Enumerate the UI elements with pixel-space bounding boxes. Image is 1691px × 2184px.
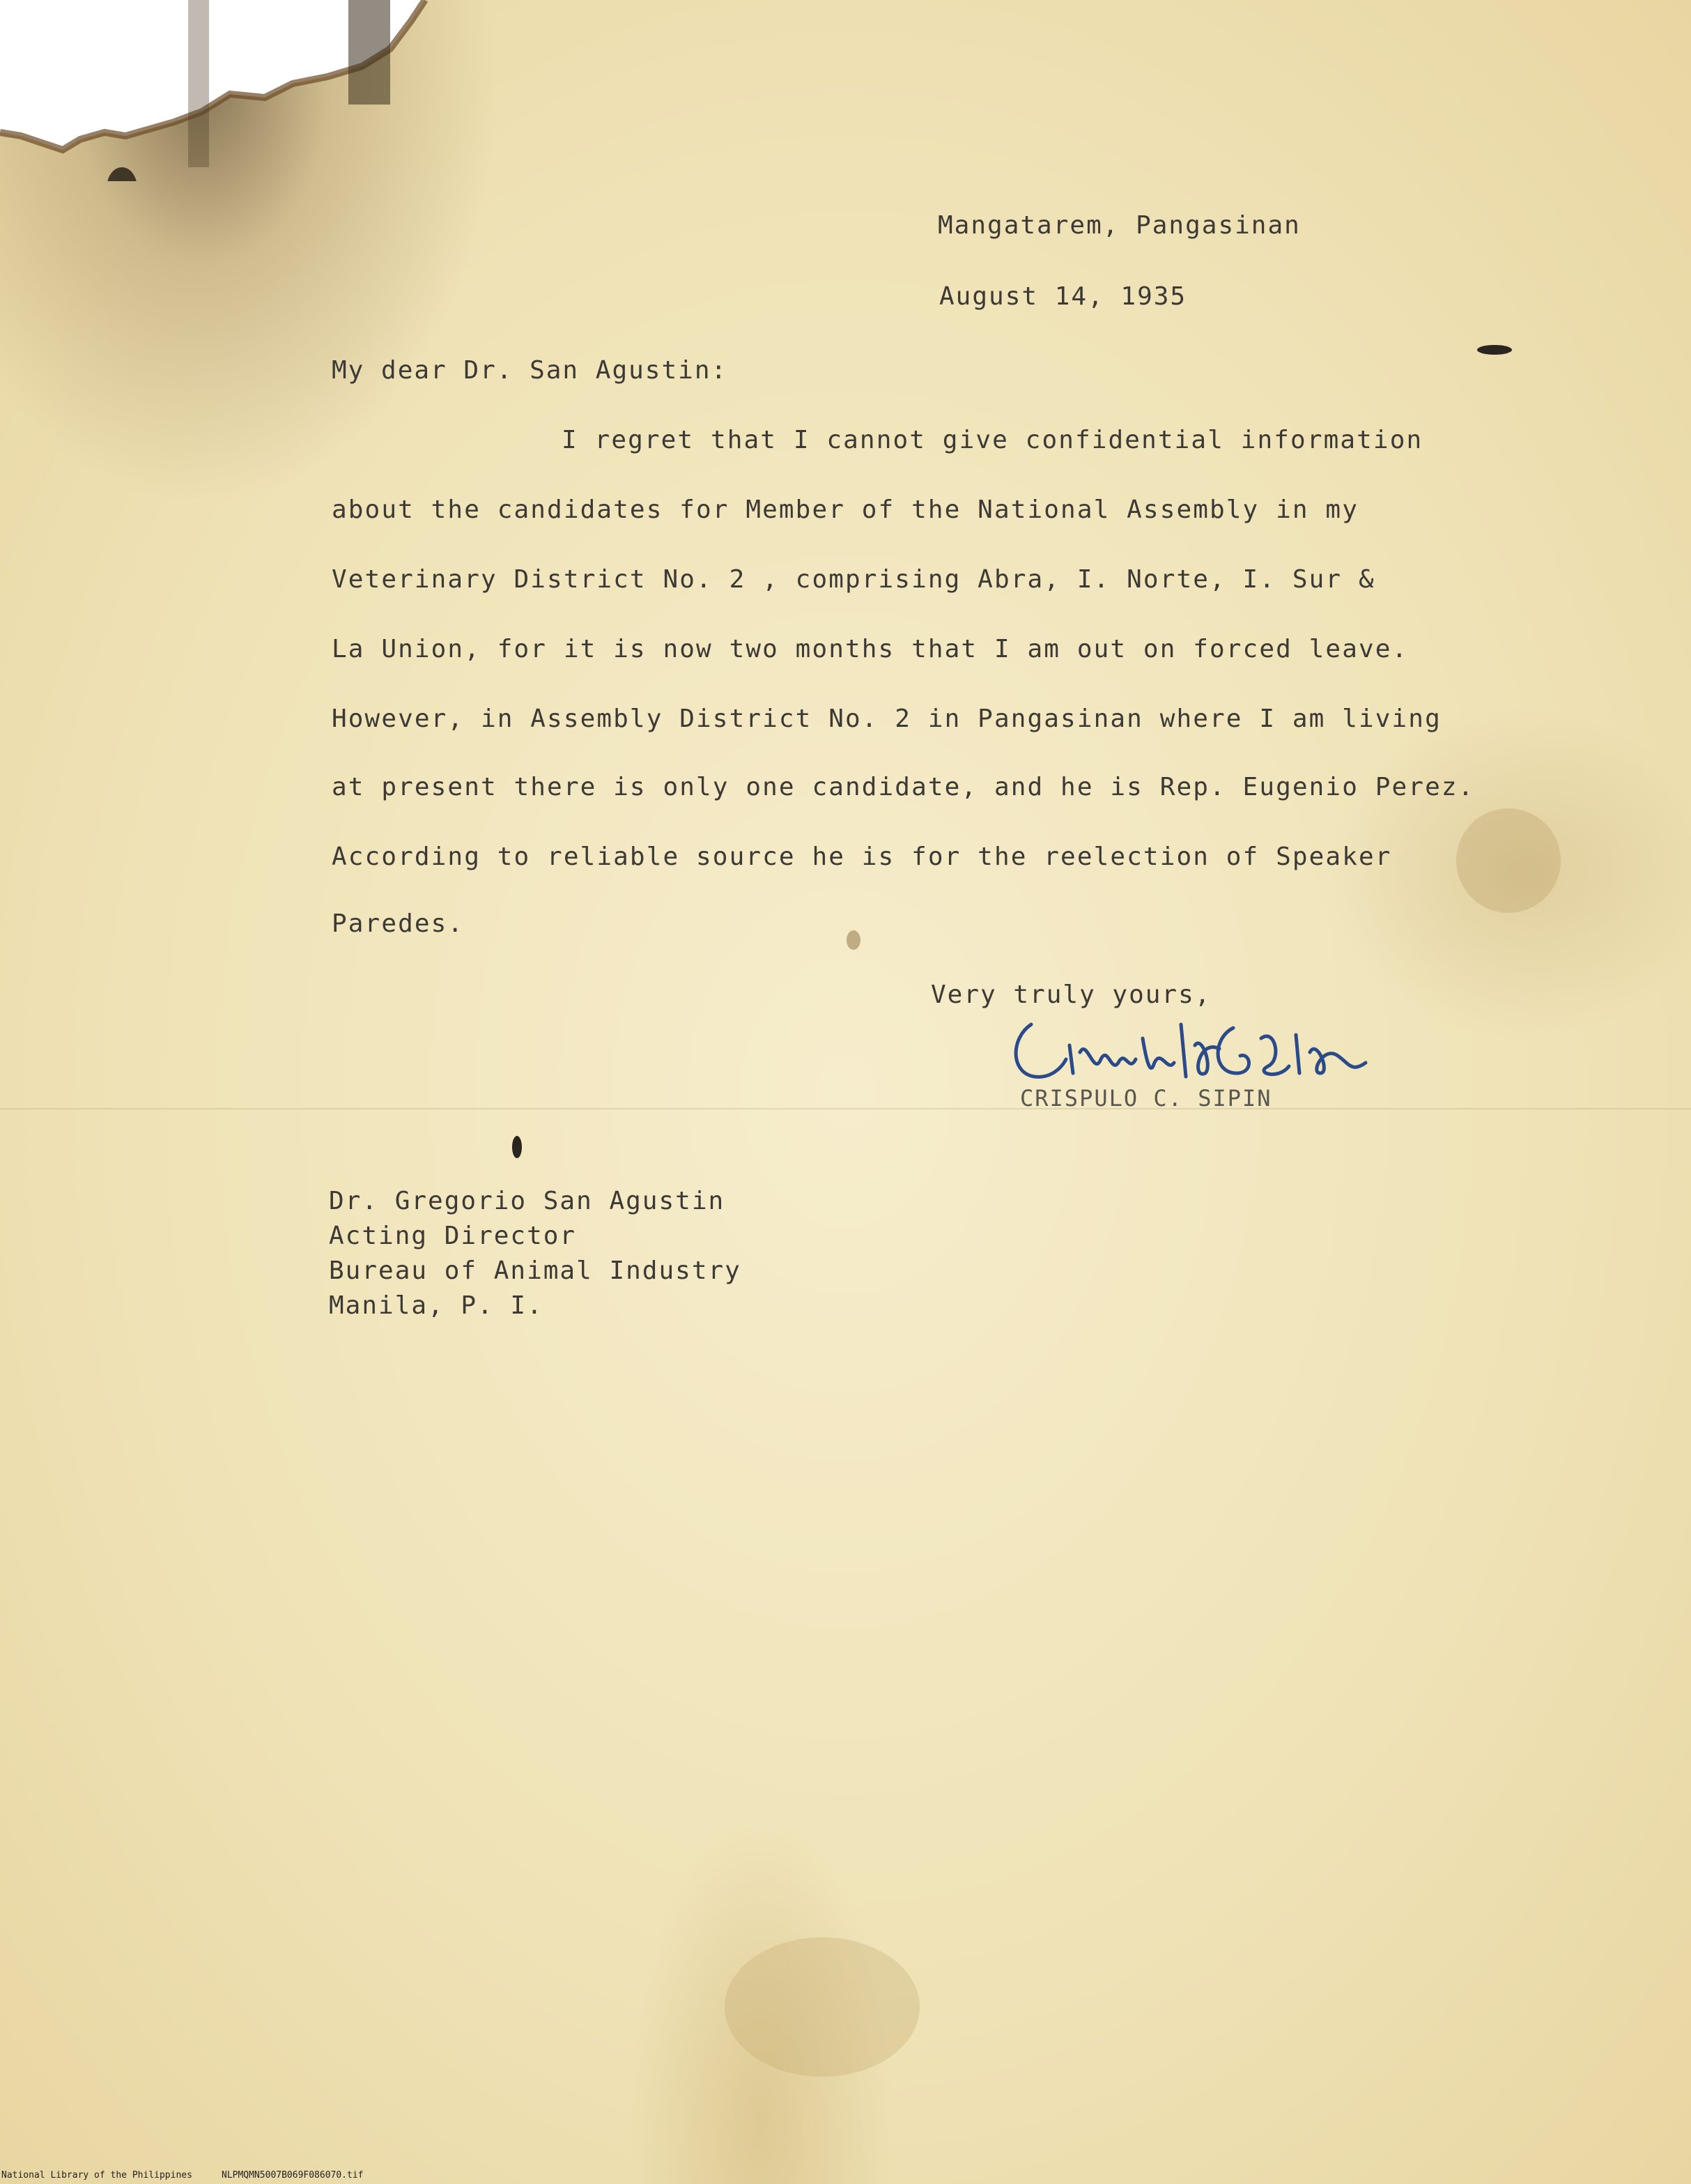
letter-body-line: at present there is only one candidate, and he is Rep. Eugenio Perez. (332, 773, 1475, 801)
ink-mark (1477, 345, 1512, 355)
signature-typed-name: CRISPULO C. SIPIN (1020, 1085, 1272, 1112)
letter-body-line: According to reliable source he is for the reelection of Speaker (332, 843, 1392, 871)
letter-body-line: about the candidates for Member of the National Assembly in my (332, 495, 1359, 524)
letter-body-line: However, in Assembly District No. 2 in Pangasinan where I am living (332, 705, 1442, 733)
paper-stain (725, 1937, 920, 2077)
letter-body-line: I regret that I cannot give confidential information (562, 426, 1423, 454)
letter-body-line: La Union, for it is now two months that I am out on forced leave. (332, 635, 1409, 663)
torn-edge-damage (0, 0, 1691, 181)
letter-salutation: My dear Dr. San Agustin: (332, 356, 728, 385)
paper-fold-crease (0, 1108, 1691, 1109)
paper-stain (847, 930, 860, 950)
paper-stain (1456, 808, 1561, 913)
ink-mark (512, 1136, 522, 1158)
footer-library: National Library of the Philippines (1, 2170, 192, 2181)
recipient-line: Manila, P. I. (329, 1291, 543, 1320)
letter-body-line: Paredes. (332, 909, 465, 938)
letter-place: Mangatarem, Pangasinan (938, 211, 1301, 240)
letter-date: August 14, 1935 (939, 282, 1187, 311)
recipient-line: Bureau of Animal Industry (329, 1256, 741, 1285)
letter-body-line: Veterinary District No. 2 , comprising Abra, I. Norte, I. Sur & (332, 565, 1375, 594)
recipient-line: Acting Director (329, 1222, 577, 1250)
footer-file-id: NLPMQMN5007B069F086070.tif (222, 2170, 364, 2181)
letter-closing: Very truly yours, (931, 981, 1212, 1009)
handwritten-signature (1003, 997, 1393, 1094)
recipient-line: Dr. Gregorio San Agustin (329, 1187, 725, 1215)
